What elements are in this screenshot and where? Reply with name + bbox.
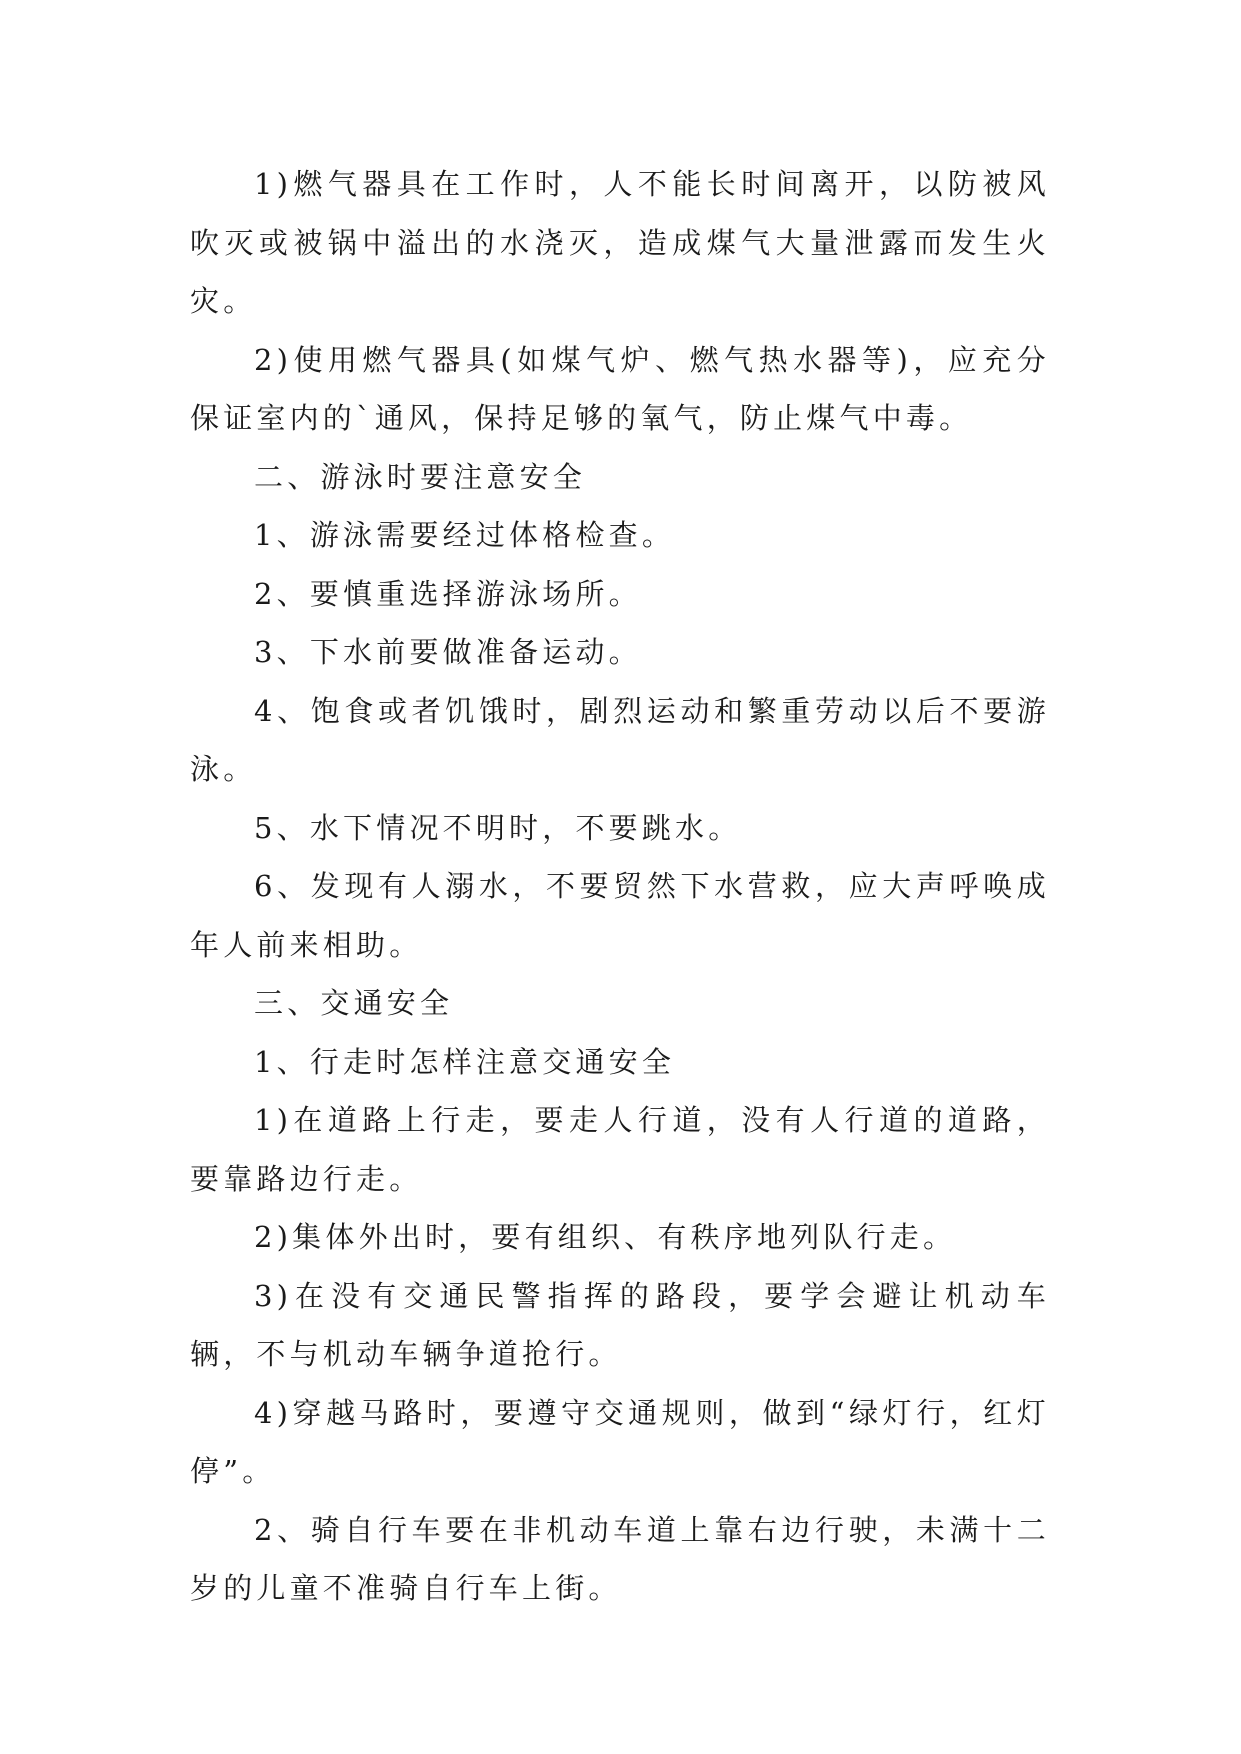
paragraph-swim-1: 1、游泳需要经过体格检查。 bbox=[254, 518, 676, 552]
paragraph-walk-2: 2)集体外出时，要有组织、有秩序地列队行走。 bbox=[254, 1220, 957, 1254]
paragraph-swim-5: 5、水下情况不明时，不要跳水。 bbox=[254, 810, 742, 845]
paragraph-gas-appliance-unattended: 1)燃气器具在工作时，人不能长时间离开，以防被风吹灭或被锅中溢出的水浇灭，造成煤气大量泄露而发生火灾。 bbox=[190, 167, 1050, 318]
paragraph-swim-2: 2、要慎重选择游泳场所。 bbox=[254, 576, 642, 611]
section-heading-swimming: 二、游泳时要注意安全 bbox=[254, 459, 587, 494]
subheading-walking-safety: 1、行走时怎样注意交通安全 bbox=[254, 1044, 676, 1079]
paragraph-swim-6: 6、发现有人溺水，不要贸然下水营救，应大声呼唤成年人前来相助。 bbox=[190, 869, 1050, 962]
paragraph-walk-1: 1)在道路上行走，要走人行道，没有人行道的道路，要靠路边行走。 bbox=[190, 1103, 1050, 1196]
paragraph-swim-4: 4、饱食或者饥饿时，剧烈运动和繁重劳动以后不要游泳。 bbox=[190, 693, 1050, 786]
document-body bbox=[190, 155, 1050, 1618]
paragraph-walk-3: 3)在没有交通民警指挥的路段，要学会避让机动车辆，不与机动车辆争道抢行。 bbox=[190, 1278, 1050, 1371]
paragraph-gas-ventilation: 2)使用燃气器具(如煤气炉、燃气热水器等)，应充分保证室内的`通风，保持足够的氧气，防止煤气中毒。 bbox=[190, 342, 1050, 435]
paragraph-swim-3: 3、下水前要做准备运动。 bbox=[254, 635, 642, 669]
paragraph-walk-4: 4)穿越马路时，要遵守交通规则，做到“绿灯行，红灯停”。 bbox=[190, 1395, 1050, 1488]
section-heading-traffic: 三、交通安全 bbox=[254, 986, 454, 1020]
paragraph-bicycle: 2、骑自行车要在非机动车道上靠右边行驶，未满十二岁的儿童不准骑自行车上街。 bbox=[190, 1512, 1050, 1605]
